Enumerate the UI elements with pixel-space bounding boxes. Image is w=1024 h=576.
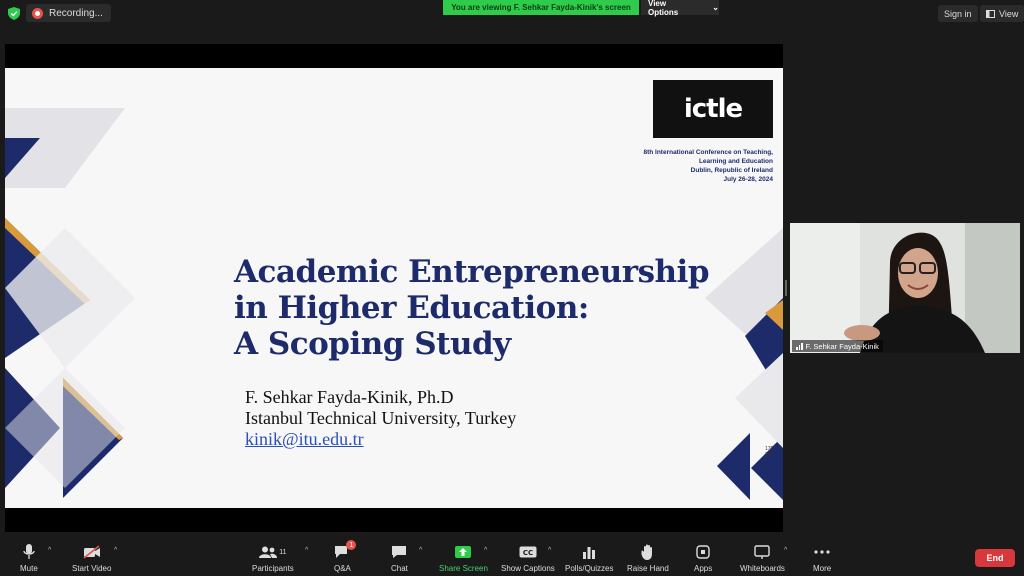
view-layout-icon <box>986 10 995 18</box>
view-options-button[interactable] <box>641 0 719 15</box>
chat-icon <box>391 545 407 559</box>
conference-info <box>643 148 773 184</box>
whiteboards-label: Whiteboards <box>740 564 785 573</box>
whiteboards-button[interactable] <box>740 542 788 573</box>
start-video-label: Start Video <box>72 564 112 573</box>
shield-icon[interactable] <box>8 7 20 20</box>
apps-button[interactable] <box>694 542 712 573</box>
conference-logo: ictle <box>653 80 773 138</box>
more-icon <box>814 550 830 554</box>
shared-screen <box>5 44 783 532</box>
viewing-screen-banner: You are viewing F. Sehkar Fayda-Kinik's screen <box>443 0 639 15</box>
more-label: More <box>813 564 832 573</box>
raise-hand-icon <box>641 544 655 560</box>
title-line: A Scoping Study <box>234 326 511 362</box>
view-button[interactable] <box>980 5 1024 22</box>
meeting-top-bar <box>0 0 1024 28</box>
captions-icon <box>519 546 537 558</box>
title-line: Academic Entrepreneurship <box>234 254 710 290</box>
qa-badge: 1 <box>346 540 356 550</box>
participant-name: F. Sehkar Fayda-Kinik <box>805 341 879 351</box>
qa-button[interactable] <box>334 541 354 573</box>
qa-label: Q&A <box>334 564 351 573</box>
conference-line: Learning and Education <box>698 158 773 165</box>
audio-options-caret-icon[interactable]: ^ <box>48 547 52 554</box>
participant-video-image <box>790 223 1020 353</box>
author-affiliation: Istanbul Technical University, Turkey <box>245 408 517 428</box>
apps-label: Apps <box>694 564 713 573</box>
meeting-toolbar <box>0 538 1024 576</box>
view-label: View <box>999 8 1019 19</box>
signal-strength-icon <box>796 343 803 350</box>
mute-label: Mute <box>20 564 38 573</box>
title-line: in Higher Education: <box>234 290 589 326</box>
recording-indicator[interactable] <box>26 4 111 22</box>
presentation-slide <box>5 68 783 508</box>
start-video-button[interactable] <box>72 542 111 573</box>
share-screen-label: Share Screen <box>439 564 488 573</box>
participant-video[interactable] <box>790 223 1020 353</box>
panel-resize-handle[interactable] <box>785 280 787 296</box>
polls-button[interactable] <box>565 542 613 573</box>
chat-options-caret-icon[interactable]: ^ <box>419 547 423 554</box>
more-button[interactable] <box>813 542 831 573</box>
slide-title <box>234 254 734 362</box>
whiteboards-options-caret-icon[interactable]: ^ <box>784 547 788 554</box>
participants-button[interactable] <box>252 542 294 573</box>
sign-in-button[interactable]: Sign in <box>938 5 978 22</box>
show-captions-label: Show Captions <box>501 564 555 573</box>
video-off-icon <box>83 545 101 559</box>
view-options-label: View Options <box>648 0 679 17</box>
svg-text:CC: CC <box>522 549 534 557</box>
conference-line: 8th International Conference on Teaching, <box>643 149 773 156</box>
chat-label: Chat <box>391 564 408 573</box>
participant-name-tag <box>792 340 883 352</box>
author-name: F. Sehkar Fayda-Kinik, Ph.D <box>245 387 454 407</box>
recording-icon <box>32 8 43 19</box>
video-options-caret-icon[interactable]: ^ <box>114 547 118 554</box>
chevron-down-icon: ⌄ <box>712 3 719 12</box>
whiteboard-icon <box>754 545 770 559</box>
raise-hand-button[interactable] <box>627 542 669 573</box>
chat-button[interactable] <box>391 542 408 573</box>
raise-hand-label: Raise Hand <box>627 564 669 573</box>
polls-icon <box>582 545 596 559</box>
participants-count: 11 <box>279 548 287 556</box>
share-screen-button[interactable] <box>439 542 488 573</box>
slide-code-line: 399 <box>765 452 774 458</box>
microphone-icon <box>23 544 35 560</box>
captions-options-caret-icon[interactable]: ^ <box>548 547 552 554</box>
author-email-link[interactable]: kinik@itu.edu.tr <box>245 429 364 449</box>
share-options-caret-icon[interactable]: ^ <box>484 547 488 554</box>
participants-icon <box>259 546 277 558</box>
participants-label: Participants <box>252 564 294 573</box>
polls-label: Polls/Quizzes <box>565 564 614 573</box>
end-meeting-button[interactable]: End <box>975 549 1015 567</box>
apps-icon <box>696 545 710 559</box>
mute-button[interactable] <box>20 542 38 573</box>
slide-code-line: 1753 <box>765 446 777 452</box>
share-screen-icon <box>454 545 472 559</box>
conference-line: Dublin, Republic of Ireland <box>690 167 773 174</box>
slide-code <box>765 446 776 458</box>
author-block <box>245 387 516 450</box>
conference-line: July 26-28, 2024 <box>723 176 773 183</box>
participants-options-caret-icon[interactable]: ^ <box>305 547 309 554</box>
show-captions-button[interactable] <box>501 542 555 573</box>
recording-label: Recording... <box>49 7 103 19</box>
